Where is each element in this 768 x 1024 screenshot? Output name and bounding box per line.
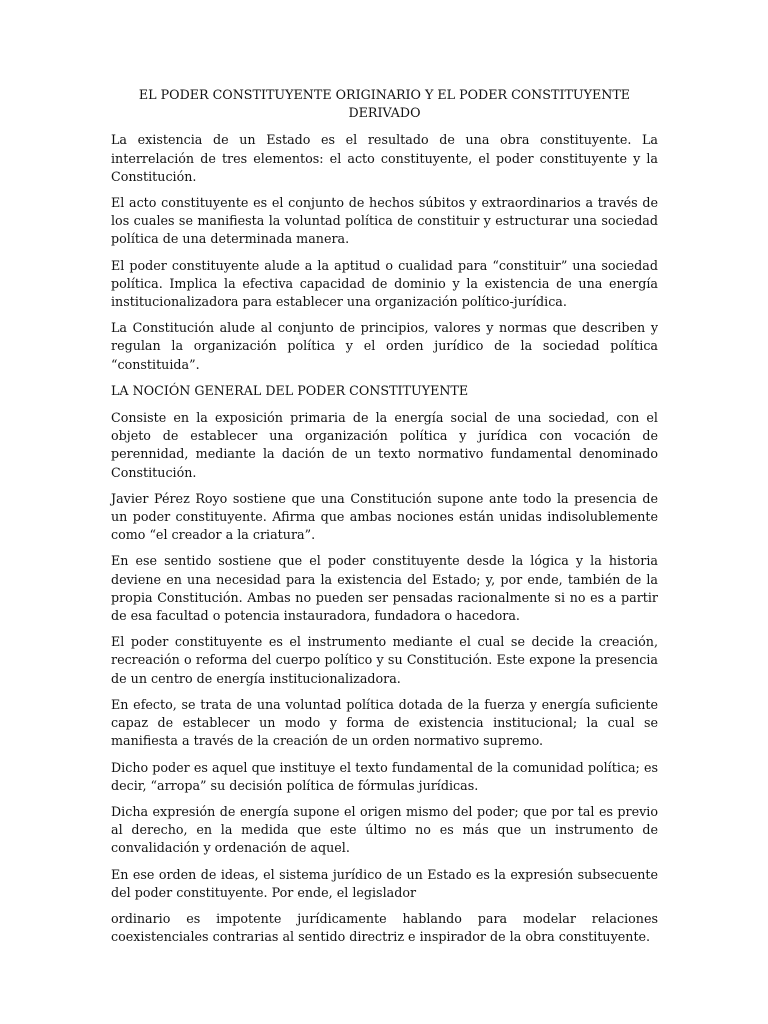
paragraph: Dicho poder es aquel que instituye el texto fundamental de la comunidad política; es decir, “arropa” su decisión política de fórmulas jurídicas.: [111, 759, 658, 793]
paragraph: En ese sentido sostiene que el poder constituyente desde la lógica y la historia deviene en una necesidad para la existencia del Estado; y, por ende, también de la propia Constitución. Ambas no pueden ser pensadas racionalmente si no es a partir de esa facultad o potencia instauradora, fundadora o hacedora.: [111, 553, 658, 624]
paragraph: La Constitución alude al conjunto de principios, valores y normas que describen y regulan la organización política y el orden jurídico de la sociedad política “constituida”.: [111, 320, 658, 372]
document-body: [111, 86, 658, 954]
document-title: EL PODER CONSTITUYENTE ORIGINARIO Y EL PODER CONSTITUYENTE DERIVADO: [138, 87, 631, 121]
section-heading: LA NOCIÓN GENERAL DEL PODER CONSTITUYENTE: [111, 382, 469, 398]
paragraph: Consiste en la exposición primaria de la energía social de una sociedad, con el objeto de establecer una organización política y jurídica con vocación de perennidad, mediante la dación de un texto normativo fundamental denominado Constitución.: [111, 410, 658, 480]
paragraph: Dicha expresión de energía supone el origen mismo del poder; que por tal es previo al derecho, en la medida que este último no es más que un instrumento de convalidación y ordenación de aquel.: [111, 803, 658, 856]
paragraph: ordinario es impotente jurídicamente hablando para modelar relaciones coexistenciales contrarias al sentido directriz e inspirador de la obra constituyente.: [111, 910, 658, 945]
paragraph: En ese orden de ideas, el sistema jurídico de un Estado es la expresión subsecuente del poder constituyente. Por ende, el legislador: [111, 866, 658, 900]
paragraph: El poder constituyente alude a la aptitud o cualidad para “constituir” una sociedad política. Implica la efectiva capacidad de dominio y la existencia de una energía institucionalizadora para establecer una organización político-jurídica.: [111, 257, 658, 310]
paragraph: El acto constituyente es el conjunto de hechos súbitos y extraordinarios a través de los cuales se manifiesta la voluntad política de constituir y estructurar una sociedad política de una determinada manera.: [111, 195, 658, 247]
paragraph: Javier Pérez Royo sostiene que una Constitución supone ante todo la presencia de un poder constituyente. Afirma que ambas nociones están unidas indisolublemente como “el creador a la criatura”.: [111, 490, 658, 543]
paragraph: El poder constituyente es el instrumento mediante el cual se decide la creación, recreación o reforma del cuerpo político y su Constitución. Este expone la presencia de un centro de energía institucionalizadora.: [111, 634, 658, 686]
paragraph: La existencia de un Estado es el resultado de una obra constituyente. La interrelación de tres elementos: el acto constituyente, el poder constituyente y la Constitución.: [111, 132, 658, 184]
paragraph: En efecto, se trata de una voluntad política dotada de la fuerza y energía suficiente capaz de establecer un modo y forma de existencia institucional; la cual se manifiesta a través de la creación de un orden normativo supremo.: [111, 696, 658, 749]
